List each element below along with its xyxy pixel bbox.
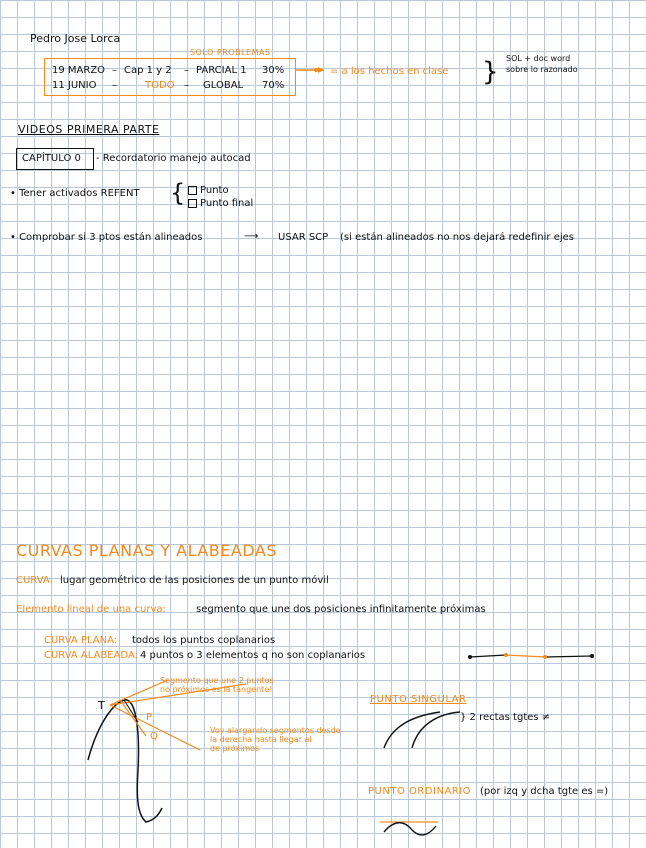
row2-sep2: – [184, 80, 189, 91]
row2-date: 11 JUNIO [52, 80, 97, 91]
side-note-2: sobre lo razonado [506, 65, 578, 74]
author-name: Pedro Jose Lorca [30, 32, 121, 45]
alabeada-def: 4 puntos o 3 elementos q no son coplanarios [140, 650, 366, 661]
alabeada-segments [468, 653, 594, 659]
row2-sep1: – [112, 80, 117, 91]
refent-brace: { [170, 179, 186, 207]
row1-exam: PARCIAL 1 [196, 65, 247, 76]
label-t: T [98, 699, 105, 712]
curva-label: CURVA: [16, 575, 53, 586]
singular-point-diagram [384, 712, 460, 748]
videos-title: VIDEOS PRIMERA PARTE [18, 123, 160, 136]
singular-note: } 2 rectas tgtes ≠ [460, 712, 551, 723]
row2-pct: 70% [262, 80, 285, 91]
elemento-def: segmento que une dos posiciones infinitamente próximas [196, 604, 486, 615]
row1-date: 19 MARZO [52, 65, 106, 76]
chapter-desc: - Recordatorio manejo autocad [96, 153, 251, 164]
row2-caps: TODO [145, 80, 175, 91]
curvas-title: CURVAS PLANAS Y ALABEADAS [16, 541, 277, 560]
solo-problemas-label: SOLO PROBLEMAS [190, 48, 271, 57]
ordinary-point-diagram [380, 822, 438, 835]
scp-note: (si están alineados no nos dejará redefinir ejes [340, 232, 574, 243]
side-note-1: SOL + doc word [506, 54, 571, 63]
bullet-alineados: • Comprobar si 3 ptos están alineados [10, 232, 203, 243]
ordinario-note: (por izq y dcha tgte es =) [480, 786, 609, 797]
usar-scp: USAR SCP [278, 232, 329, 243]
label-p: P [146, 712, 153, 723]
row1-caps: Cap 1 y 2 [124, 65, 172, 76]
row2-exam: GLOBAL [203, 80, 244, 91]
row1-sep2: – [184, 65, 189, 76]
brace: } [482, 57, 499, 87]
diagram-note-1: Segmento que une 2 puntos no próximos es la tangente! [160, 676, 274, 694]
arrow-right-icon: ⟶ [244, 231, 259, 242]
elemento-label: Elemento lineal de una curva: [16, 604, 166, 615]
alabeada-label: CURVA ALABEADA: [44, 650, 138, 661]
punto-singular-label: PUNTO SINGULAR [370, 694, 467, 705]
punto-ordinario-label: PUNTO ORDINARIO [368, 786, 472, 797]
plana-label: CURVA PLANA: [44, 635, 118, 646]
row1-sep1: – [112, 65, 117, 76]
diagram-note-2: Voy alargando segmentos desde la derecha hasta llegar al de próximos [210, 726, 341, 753]
header-arrowhead [318, 67, 324, 73]
option1-label: Punto [200, 185, 229, 196]
plana-def: todos los puntos coplanarios [132, 635, 276, 646]
bullet-refent: • Tener activados REFENT [10, 188, 140, 199]
option2-label: Punto final [200, 198, 254, 209]
header-note: = a los hechos en clase [330, 66, 449, 77]
label-q: Q [150, 731, 158, 742]
header-arrow-dot [314, 68, 318, 72]
row1-pct: 30% [262, 65, 285, 76]
curva-def: lugar geométrico de las posiciones de un punto móvil [60, 575, 329, 586]
chapter-label: CAPÍTULO 0 [22, 153, 81, 164]
